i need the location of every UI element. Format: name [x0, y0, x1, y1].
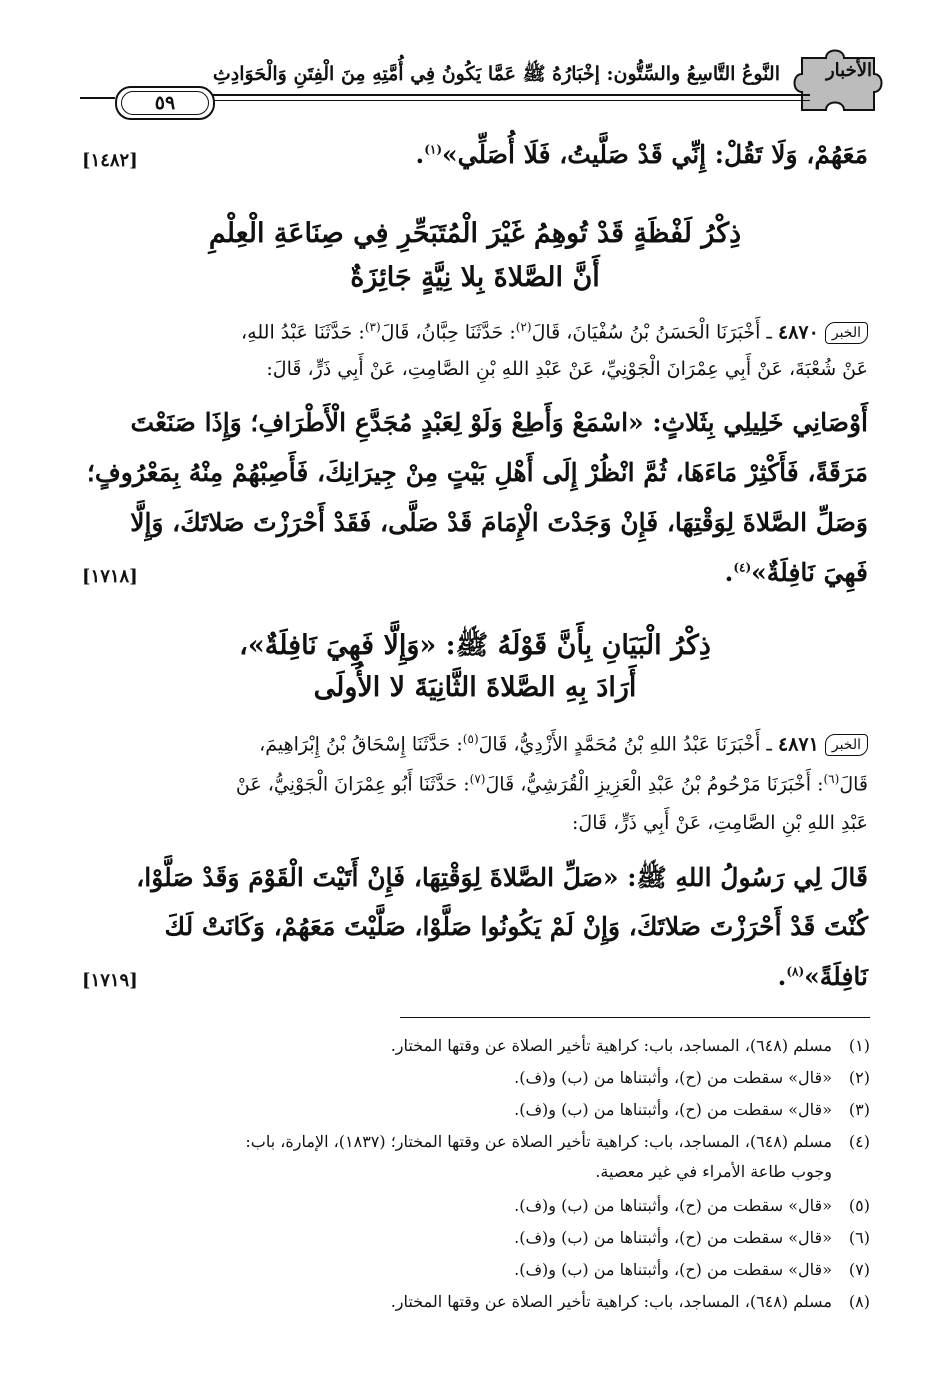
hadith-number: ٤٨٧١ — [778, 733, 819, 756]
chapter-title: النَّوعُ التَّاسِعُ والسِّتُّون: إخْبَارُهُ ﷺ عَمَّا يَكُونُ فِي أُمَّتِهِ مِنَ الْفِتَنِ وَالْحَوَادِثِ — [212, 63, 780, 85]
footnote: (٣)«قال» سقطت من (ح)، وأثبتناها من (ب) و(ف). — [514, 1100, 870, 1119]
footnote: (٧)«قال» سقطت من (ح)، وأثبتناها من (ب) و(ف). — [514, 1260, 870, 1279]
text-line: مَعَهُمْ، وَلَا تَقُلْ: إِنِّي قَدْ صَلَّيتُ، فَلَا أُصَلِّي»$^{(١)}$. — [415, 140, 868, 169]
section-heading: أَنَّ الصَّلاةَ بِلا نِيَّةٍ جَائِزَةٌ — [350, 262, 600, 293]
reference-number: [١٤٨٢] — [82, 150, 138, 171]
isnad-line: عَبْدِ اللهِ بْنِ الصَّامِتِ، عَنْ أَبِي ذَرٍّ، قَالَ: — [572, 812, 868, 834]
matn-line: وَصَلِّ الصَّلاةَ لِوَقْتِهَا، فَإِنْ وَجَدْتَ الْإِمَامَ قَدْ صَلَّى، فَقَدْ أَحْرَزْتَ صَلاتَكَ، وَإِلَّا — [130, 508, 868, 537]
section-label: الأخبار — [825, 60, 872, 81]
matn-line: نَافِلَةً»$^{(٨)}$. — [777, 962, 868, 991]
matn-line: كُنْتَ قَدْ أَحْرَزْتَ صَلاتَكَ، وَإِنْ لَمْ يَكُونُوا صَلَّوْا، صَلَّيْتَ مَعَهُمْ، وَكَانَتْ لَكَ — [164, 912, 868, 941]
reference-number: [١٧١٩] — [82, 970, 138, 991]
section-heading: ذِكْرُ لَفْظَةٍ قَدْ تُوهِمُ غَيْرَ الْمُتَبَحِّرِ فِي صِنَاعَةِ الْعِلْمِ — [208, 218, 742, 249]
footnote: (٨)مسلم (٦٤٨)، المساجد، باب: كراهية تأخير الصلاة عن وقتها المختار. — [390, 1292, 870, 1311]
khabar-badge: الخبر — [825, 322, 868, 344]
reference-number: [١٧١٨] — [82, 566, 138, 587]
matn-line: قَالَ لِي رَسُولُ اللهِ ﷺ: «صَلِّ الصَّلاةَ لِوَقْتِهَا، فَإِنْ أَتَيْتَ الْقَوْمَ وَقَدْ صَلَّوْا، — [136, 863, 868, 892]
footnote-divider — [400, 1017, 870, 1018]
isnad-line: الخبر٤٨٧١ ـ أَخْبَرَنَا عَبْدُ اللهِ بْنُ مُحَمَّدٍ الأَزْدِيُّ، قَالَ$^{(٥)}$: حَدَّثَنَا إِسْحَاقُ بْنُ إِبْرَاهِيمَ، — [78, 732, 868, 756]
matn-line: مَرَقَةً، فَأَكْثِرْ مَاءَهَا، ثُمَّ انْظُرْ إِلَى أَهْلِ بَيْتٍ مِنْ جِيرَانِكَ، فَأَصِبْهُمْ مِنْهُ بِمَعْرُوفٍ؛ — [86, 458, 868, 487]
footnote: (١)مسلم (٦٤٨)، المساجد، باب: كراهية تأخير الصلاة عن وقتها المختار. — [390, 1036, 870, 1055]
footnote-continuation: وجوب طاعة الأمراء في غير معصية. — [595, 1162, 832, 1181]
isnad-line: الخبر٤٨٧٠ ـ أَخْبَرَنَا الْحَسَنُ بْنُ سُفْيَانَ، قَالَ$^{(٢)}$: حَدَّثَنَا حِبَّانُ، قَالَ$^{(٣)}$: حَدَّثَنَا عَبْدُ اللهِ، — [78, 320, 868, 344]
matn-line: أَوْصَانِي خَلِيلِي بِثَلاثٍ: «اسْمَعْ وَأَطِعْ وَلَوْ لِعَبْدٍ مُجَدَّعِ الْأَطْرَافِ؛ وَإِذَا صَنَعْتَ — [130, 408, 868, 437]
header-rule-top — [210, 94, 810, 96]
matn-line: فَهِيَ نَافِلَةٌ»$^{(٤)}$. — [724, 558, 868, 587]
page-header — [70, 42, 900, 132]
header-rule-left — [80, 97, 115, 99]
footnote: (٢)«قال» سقطت من (ح)، وأثبتناها من (ب) و(ف). — [514, 1068, 870, 1087]
section-heading: ذِكْرُ الْبَيَانِ بِأَنَّ قَوْلَهُ ﷺ: «وَإِلَّا فَهِيَ نَافِلَةٌ»، — [239, 630, 711, 661]
puzzle-piece-icon — [782, 44, 892, 120]
hadith-number: ٤٨٧٠ — [778, 321, 819, 344]
footnote: (٥)«قال» سقطت من (ح)، وأثبتناها من (ب) و(ف). — [514, 1196, 870, 1215]
footnote: (٤)مسلم (٦٤٨)، المساجد، باب: كراهية تأخير الصلاة عن وقتها المختار؛ (١٨٣٧)، الإمارة، باب: — [245, 1132, 870, 1151]
footnote: (٦)«قال» سقطت من (ح)، وأثبتناها من (ب) و(ف). — [514, 1228, 870, 1247]
page-number: ٥٩ — [115, 86, 215, 120]
khabar-badge: الخبر — [825, 734, 868, 756]
header-rule-bottom — [210, 100, 810, 101]
section-heading: أَرَادَ بِهِ الصَّلاةَ الثَّانِيَةَ لا الأُولَى — [313, 672, 637, 703]
isnad-line: عَنْ شُعْبَةَ، عَنْ أَبِي عِمْرَانَ الْجَوْنِيِّ، عَنْ عَبْدِ اللهِ بْنِ الصَّامِتِ، عَنْ أَبِي ذَرٍّ، قَالَ: — [266, 358, 868, 380]
isnad-line: قَالَ$^{(٦)}$: أَخْبَرَنَا مَرْحُومُ بْنُ عَبْدِ الْعَزِيزِ الْقُرَشِيُّ، قَالَ$^{(٧)}$: حَدَّثَنَا أَبُو عِمْرَانَ الْجَوْنِيُّ، عَنْ — [235, 772, 868, 796]
